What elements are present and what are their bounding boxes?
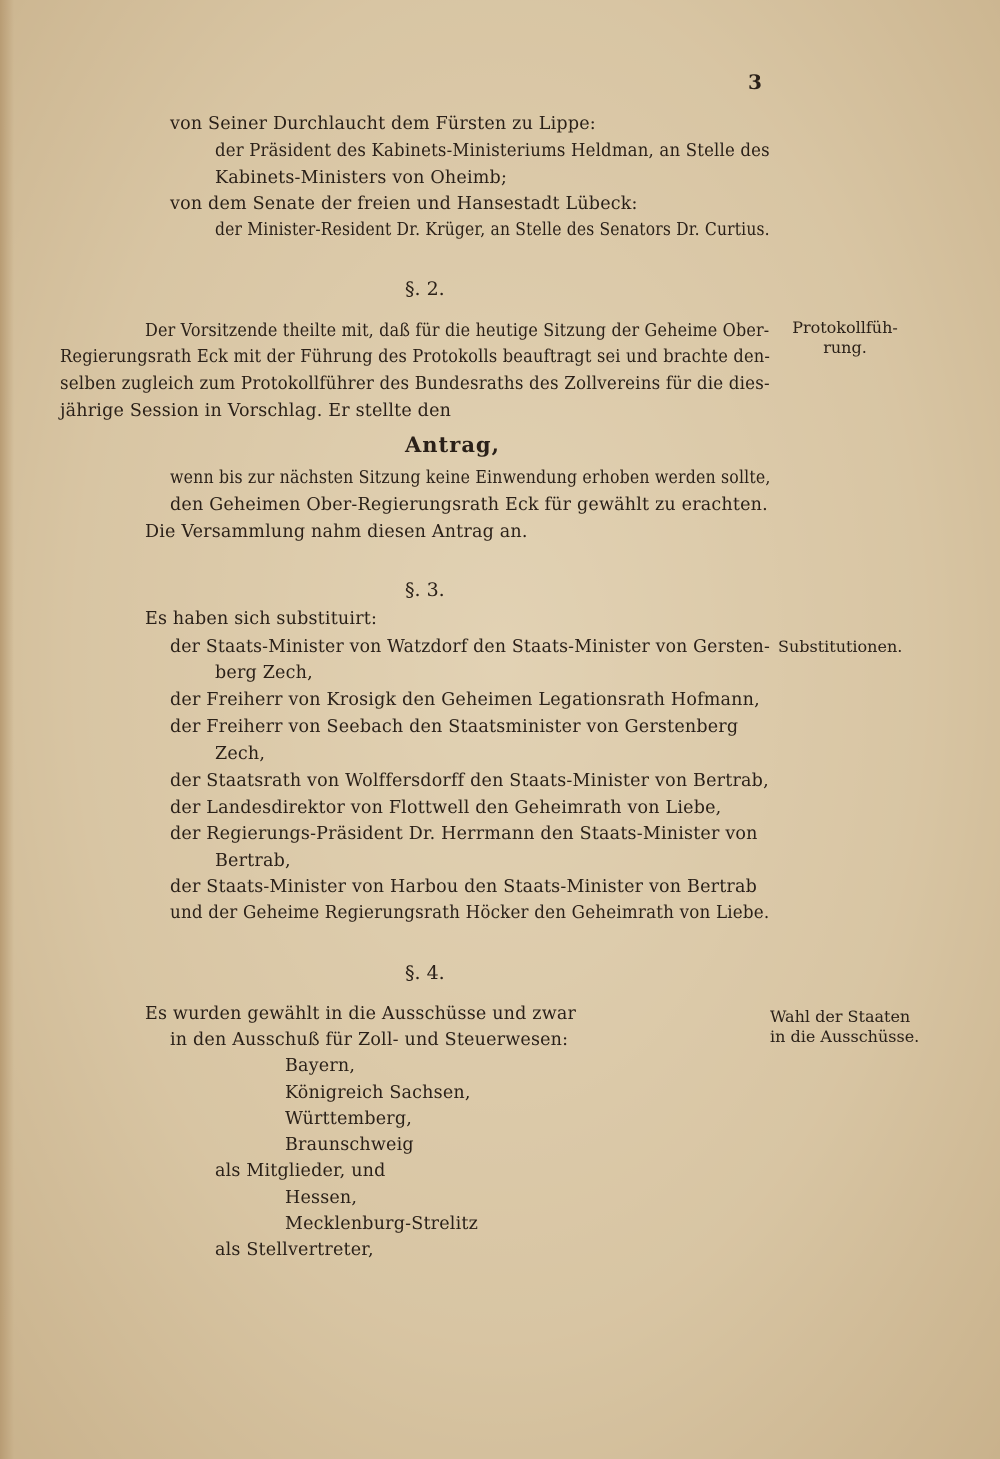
text-line: der Landesdirektor von Flottwell den Geheimrath von Liebe, (170, 798, 722, 818)
section-heading: §. 3. (405, 579, 445, 601)
text-line: und der Geheime Regierungsrath Höcker den Geheimrath von Liebe. (170, 903, 770, 923)
text-line: Es wurden gewählt in die Ausschüsse und zwar (145, 1004, 577, 1024)
text-line: als Mitglieder, und (215, 1161, 386, 1181)
text-line: in den Ausschuß für Zoll- und Steuerwesen: (170, 1030, 569, 1050)
text-line: der Regierungs-Präsident Dr. Herrmann den Staats-Minister von (170, 824, 758, 844)
margin-note-line: Wahl der Staaten (770, 1007, 911, 1026)
margin-note (770, 1007, 920, 1047)
text-line: berg Zech, (215, 663, 313, 683)
text-line: von dem Senate der freien und Hansestadt Lübeck: (170, 194, 638, 214)
section-heading: §. 2. (405, 278, 445, 300)
list-item: Bayern, (285, 1056, 356, 1076)
text-line: wenn bis zur nächsten Sitzung keine Einwendung erhoben werden sollte, (170, 468, 771, 488)
text-line: Der Vorsitzende theilte mit, daß für die heutige Sitzung der Geheime Ober- (145, 321, 770, 341)
page-edge-shadow (0, 0, 14, 1459)
margin-note: Substitutionen. (778, 637, 903, 656)
text-line: Bertrab, (215, 851, 291, 871)
text-line: Zech, (215, 744, 266, 764)
text-line: der Staats-Minister von Harbou den Staats-Minister von Bertrab (170, 877, 758, 897)
margin-note-line: rung. (823, 338, 867, 357)
list-item: Hessen, (285, 1188, 358, 1208)
section-heading: §. 4. (405, 962, 445, 984)
list-item: Braunschweig (285, 1135, 414, 1155)
margin-note (785, 318, 905, 358)
text-line: der Staats-Minister von Watzdorf den Staats-Minister von Gersten- (170, 637, 771, 657)
list-item: Württemberg, (285, 1109, 413, 1129)
text-line: jährige Session in Vorschlag. Er stellte den (60, 401, 452, 421)
text-line: Es haben sich substituirt: (145, 609, 378, 629)
text-line: Regierungsrath Eck mit der Führung des Protokolls beauftragt sei und brachte den- (60, 347, 771, 367)
antrag-heading: Antrag, (405, 432, 500, 457)
text-line: als Stellvertreter, (215, 1240, 374, 1260)
text-line: von Seiner Durchlaucht dem Fürsten zu Lippe: (170, 114, 596, 134)
text-line: der Minister-Resident Dr. Krüger, an Stelle des Senators Dr. Curtius. (215, 220, 770, 240)
text-line: Kabinets-Ministers von Oheimb; (215, 168, 508, 188)
page-number: 3 (748, 70, 762, 94)
margin-note-line: Protokollfüh- (792, 318, 898, 337)
text-line: der Freiherr von Krosigk den Geheimen Legationsrath Hofmann, (170, 690, 760, 710)
text-line: der Freiherr von Seebach den Staatsminister von Gerstenberg (170, 717, 739, 737)
text-line: selben zugleich zum Protokollführer des Bundesraths des Zollvereins für die dies- (60, 374, 770, 394)
text-line: Die Versammlung nahm diesen Antrag an. (145, 522, 528, 542)
text-line: der Staatsrath von Wolffersdorff den Staats-Minister von Bertrab, (170, 771, 769, 791)
list-item: Mecklenburg-Strelitz (285, 1214, 479, 1234)
margin-note-line: in die Ausschüsse. (770, 1027, 920, 1046)
text-line: der Präsident des Kabinets-Ministeriums Heldman, an Stelle des (215, 141, 770, 161)
list-item: Königreich Sachsen, (285, 1083, 471, 1103)
text-line: den Geheimen Ober-Regierungsrath Eck für gewählt zu erachten. (170, 495, 768, 515)
